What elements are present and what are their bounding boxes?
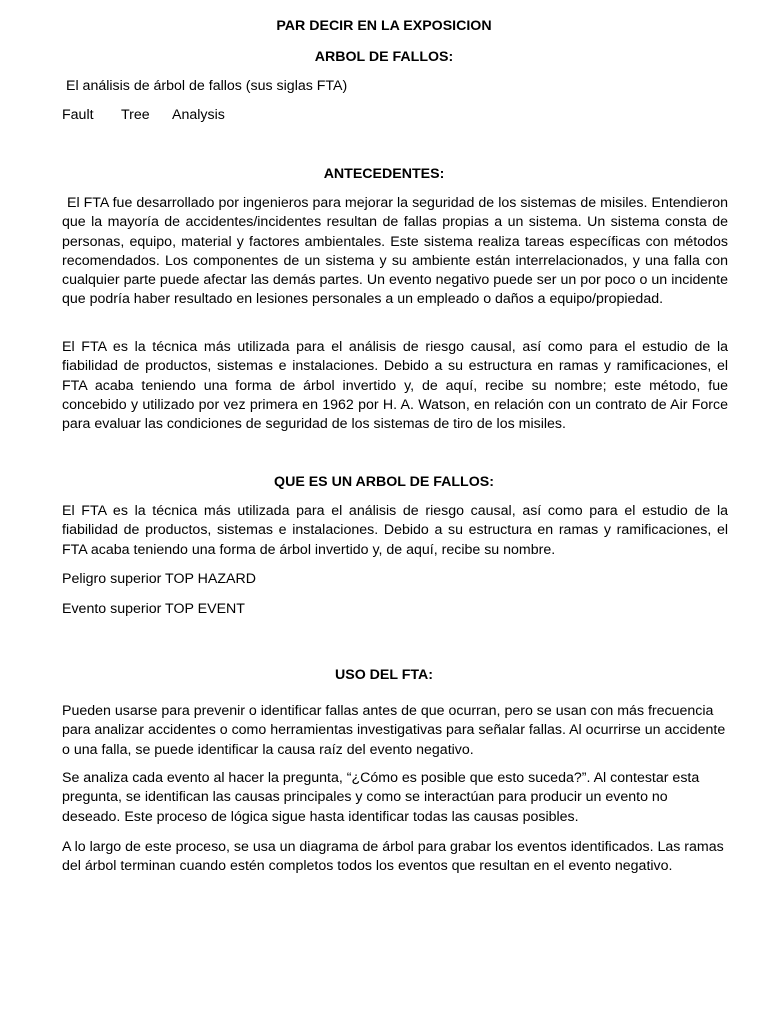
uso-paragraph-3: A lo largo de este proceso, se usa un diagrama de árbol para grabar los eventos identificados. Las ramas del árbol terminan cuando estén completos todos los eventos que resultan en el evento negativo. <box>62 839 724 875</box>
top-event-line: Evento superior TOP EVENT <box>62 601 245 617</box>
top-hazard-line: Peligro superior TOP HAZARD <box>62 571 256 587</box>
acronym-expansion <box>62 106 225 125</box>
heading-uso-del-fta: USO DEL FTA: <box>335 667 433 683</box>
acronym-word-fault: Fault <box>62 107 94 123</box>
heading-que-es-un-arbol: QUE ES UN ARBOL DE FALLOS: <box>274 474 494 490</box>
heading-antecedentes: ANTECEDENTES: <box>323 166 445 182</box>
que-es-paragraph: El FTA es la técnica más utilizada para el análisis de riesgo causal, así como para el estudio de la fiabilidad de productos, sistemas e instalaciones. Debido a su estructura en ramas y ramificaciones, el FTA acaba teniendo una forma de árbol invertido y, de aquí, recibe su nombre. <box>62 503 728 558</box>
antecedentes-paragraph-1: El FTA fue desarrollado por ingenieros para mejorar la seguridad de los sistemas de misiles. Entendieron que la mayoría de accidentes/incidentes resultan de fallas propias a un sistema. Un sistema consta de personas, equipo, material y factores ambientales. Este sistema realiza tareas específicas con métodos recomendados. Los componentes de un sistema y su ambiente están interrelacionados, y una falla con cualquier parte puede afectar las demás partes. Un evento negativo puede ser un por poco o un incidente que podría haber resultado en lesiones personales a un empleado o daños a equipo/propiedad. <box>62 195 728 308</box>
heading-arbol-de-fallos: ARBOL DE FALLOS: <box>314 49 454 65</box>
document-title: PAR DECIR EN LA EXPOSICION <box>276 18 492 34</box>
intro-line: El análisis de árbol de fallos (sus siglas FTA) <box>66 78 348 94</box>
uso-paragraph-2: Se analiza cada evento al hacer la pregunta, “¿Cómo es posible que esto suceda?”. Al contestar esta pregunta, se identifican las causas principales y como se interactúan para producir un evento no deseado. Este proceso de lógica sigue hasta identificar todas las causas posibles. <box>62 770 700 825</box>
acronym-word-analysis: Analysis <box>172 107 225 123</box>
antecedentes-paragraph-2: El FTA es la técnica más utilizada para el análisis de riesgo causal, así como para el estudio de la fiabilidad de productos, sistemas e instalaciones. Debido a su estructura en ramas y ramificaciones, el FTA acaba teniendo una forma de árbol invertido y, de aquí, recibe su nombre; este método, fue concebido y utilizado por vez primera en 1962 por H. A. Watson, en relación con un contrato de Air Force para evaluar las condiciones de seguridad de los sistemas de tiro de los misiles. <box>62 339 728 433</box>
uso-paragraph-1: Pueden usarse para prevenir o identificar fallas antes de que ocurran, pero se usan con más frecuencia para analizar accidentes o como herramientas investigativas para señalar fallas. Al ocurrirse un accidente o una falla, se puede identificar la causa raíz del evento negativo. <box>62 703 726 758</box>
acronym-word-tree: Tree <box>121 107 150 123</box>
